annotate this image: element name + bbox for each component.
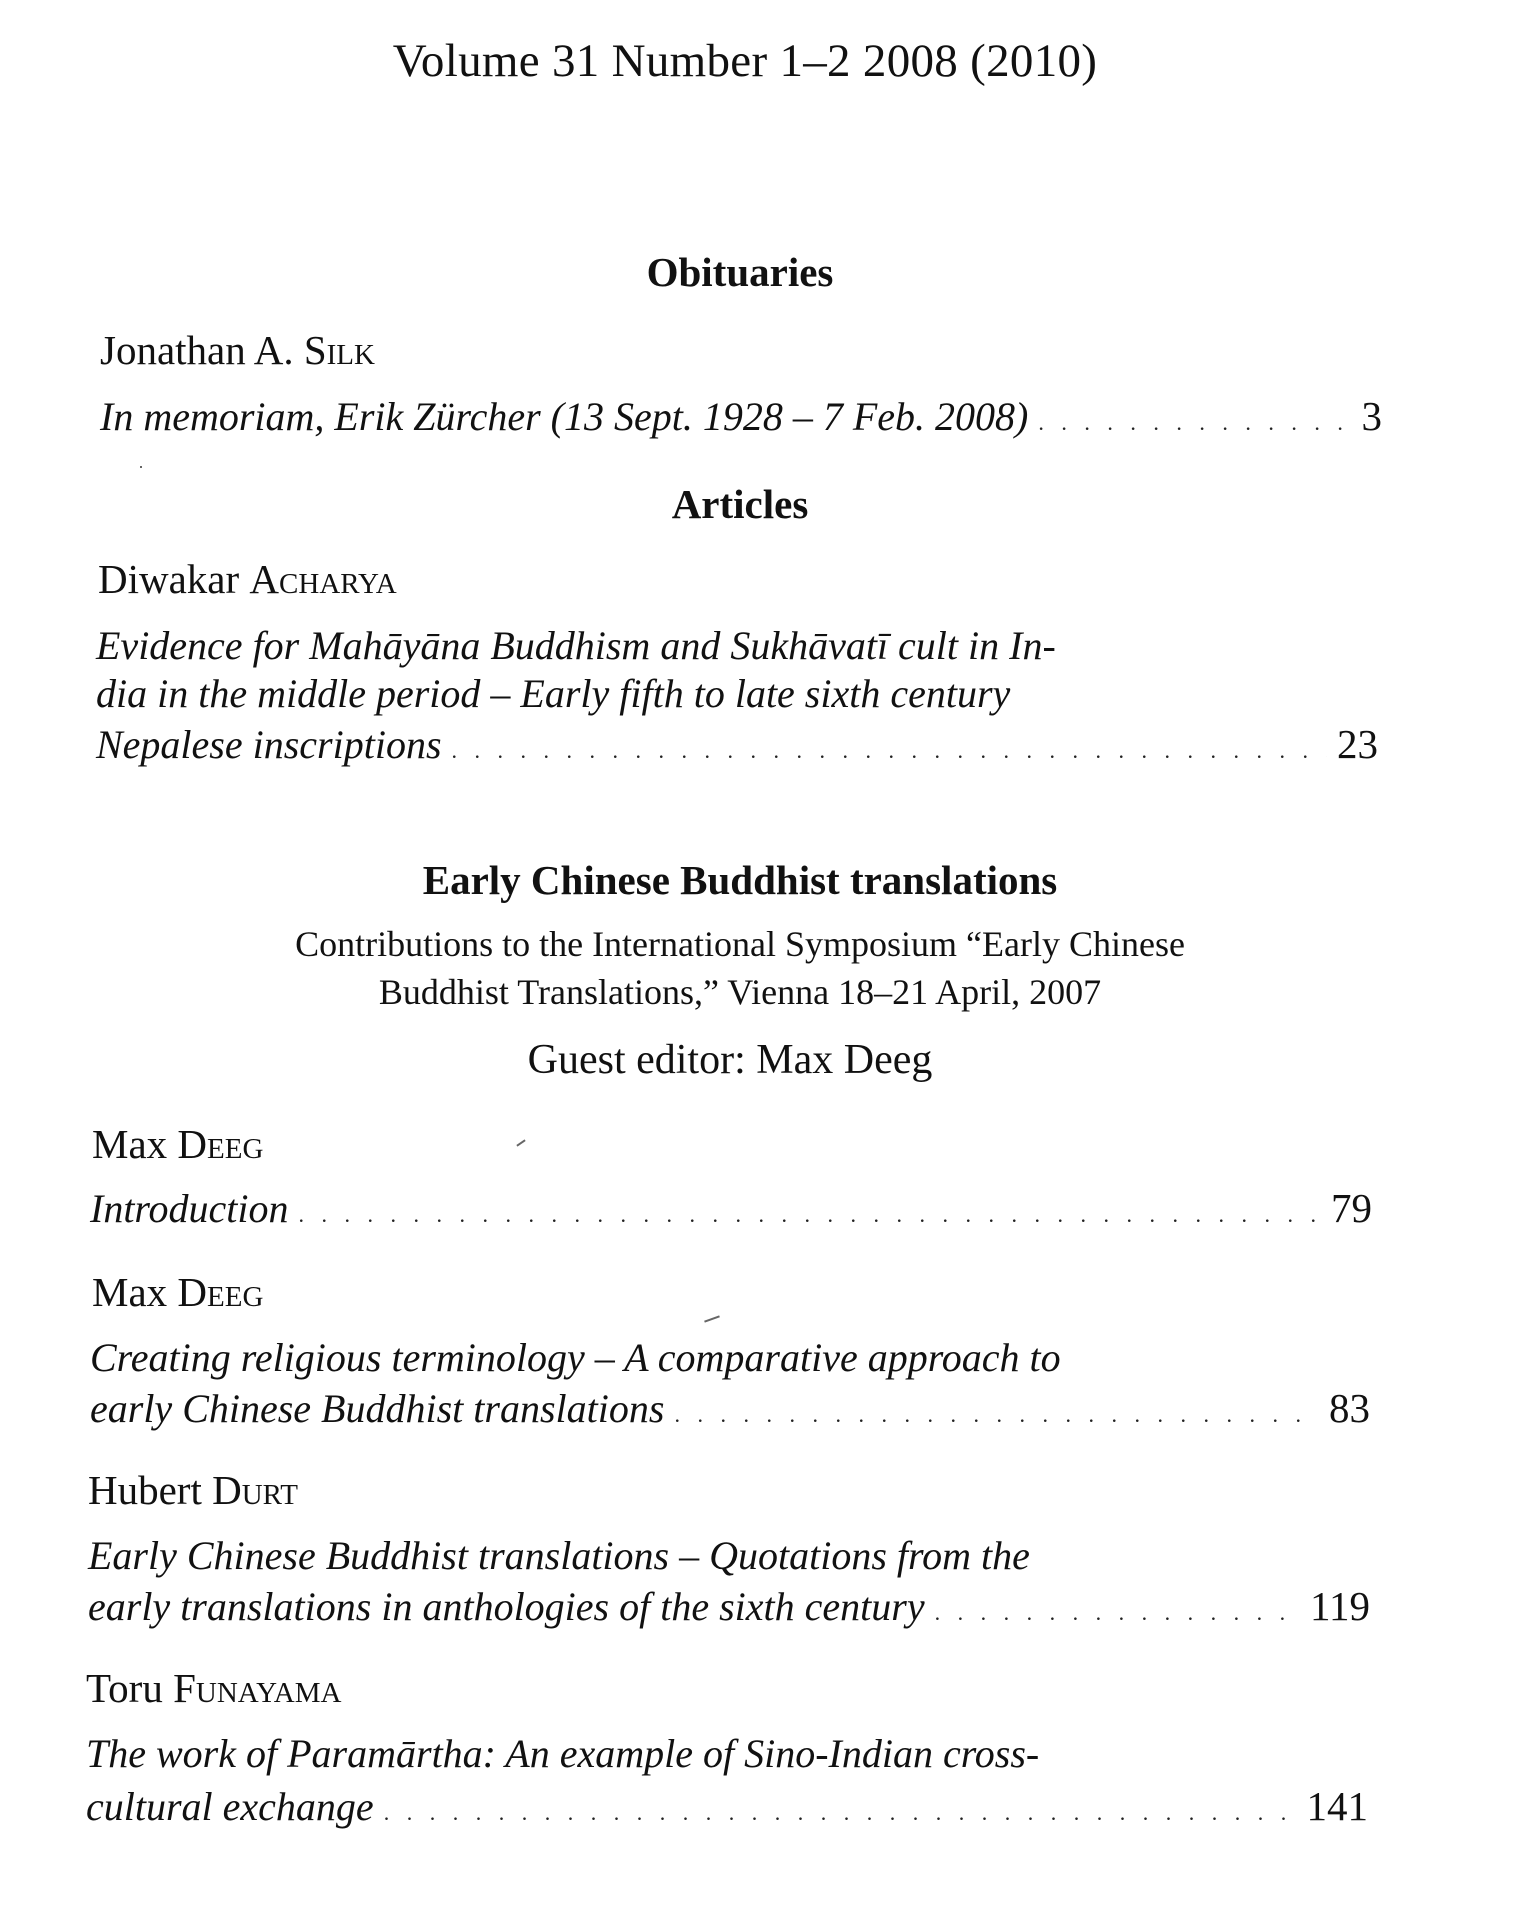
entry-author — [86, 1664, 341, 1712]
page-number: 119 — [1310, 1583, 1370, 1629]
entry-title-line: Nepalese inscriptions — [96, 722, 442, 767]
author-first-name: Hubert — [88, 1467, 202, 1513]
dot-leader — [935, 1583, 1300, 1637]
entry-title-line: Early Chinese Buddhist translations – Quotations from the — [88, 1533, 1030, 1578]
page-number: 23 — [1337, 721, 1378, 767]
volume-header: Volume 31 Number 1–2 2008 (2010) — [392, 35, 1098, 87]
entry-title-line: dia in the middle period – Early fifth to late sixth century — [96, 671, 1011, 716]
entry-title-line: The work of Paramārtha: An example of Sino-Indian cross- — [86, 1731, 1040, 1776]
scan-speck — [140, 466, 142, 468]
entry-title — [88, 1582, 1370, 1637]
entry-title — [90, 1384, 1370, 1439]
section-heading-obituaries: Obituaries — [646, 249, 834, 295]
dot-leader — [299, 1185, 1322, 1239]
section-heading-early-chinese-buddhist-translations: Early Chinese Buddhist translations — [422, 857, 1058, 903]
entry-title-line: early Chinese Buddhist translations — [90, 1386, 665, 1431]
entry-title-line: In memoriam, Erik Zürcher (13 Sept. 1928 – 7 Feb. 2008) — [100, 394, 1029, 439]
entry-title-line: Evidence for Mahāyāna Buddhism and Sukhāvatī cult in In- — [96, 623, 1056, 668]
page-number: 79 — [1331, 1185, 1372, 1231]
author-last-name: Funayama — [173, 1665, 342, 1711]
entry-author — [98, 555, 397, 603]
section-heading-articles: Articles — [671, 481, 809, 527]
author-last-name: Durt — [212, 1467, 298, 1513]
entry-title — [100, 392, 1382, 447]
author-last-name: Deeg — [177, 1269, 264, 1315]
entry-title — [90, 1184, 1372, 1239]
dot-leader — [674, 1385, 1319, 1439]
entry-author — [88, 1466, 298, 1514]
section-subtitle-line: Contributions to the International Symposium “Early Chinese — [295, 924, 1185, 964]
guest-editor: Guest editor: Max Deeg — [527, 1037, 933, 1083]
entry-title-line: cultural exchange — [86, 1784, 374, 1829]
author-first-name: Max — [92, 1121, 168, 1167]
section-subtitle-line: Buddhist Translations,” Vienna 18–21 April, 2007 — [378, 972, 1102, 1012]
page-number: 3 — [1361, 393, 1382, 439]
scan-speck — [704, 1315, 720, 1322]
author-first-name: Diwakar — [98, 556, 240, 602]
entry-author — [92, 1268, 263, 1316]
entry-author — [100, 326, 375, 374]
scan-speck — [516, 1139, 525, 1146]
dot-leader — [452, 721, 1327, 775]
dot-leader — [384, 1783, 1297, 1837]
entry-title-line: Introduction — [90, 1186, 289, 1231]
author-first-name: Max — [92, 1269, 168, 1315]
entry-title-line: Creating religious terminology – A comparative approach to — [90, 1335, 1061, 1380]
author-last-name: Acharya — [249, 556, 397, 602]
entry-title — [86, 1782, 1368, 1837]
page-number: 83 — [1329, 1385, 1370, 1431]
author-last-name: Deeg — [177, 1121, 264, 1167]
author-first-name: Jonathan A. — [100, 327, 294, 373]
author-first-name: Toru — [86, 1665, 163, 1711]
entry-title-line: early translations in anthologies of the sixth century — [88, 1584, 925, 1629]
dot-leader — [1038, 393, 1351, 447]
author-last-name: Silk — [303, 327, 375, 373]
entry-title — [96, 720, 1378, 775]
page-number: 141 — [1306, 1783, 1368, 1829]
entry-author — [92, 1120, 263, 1168]
